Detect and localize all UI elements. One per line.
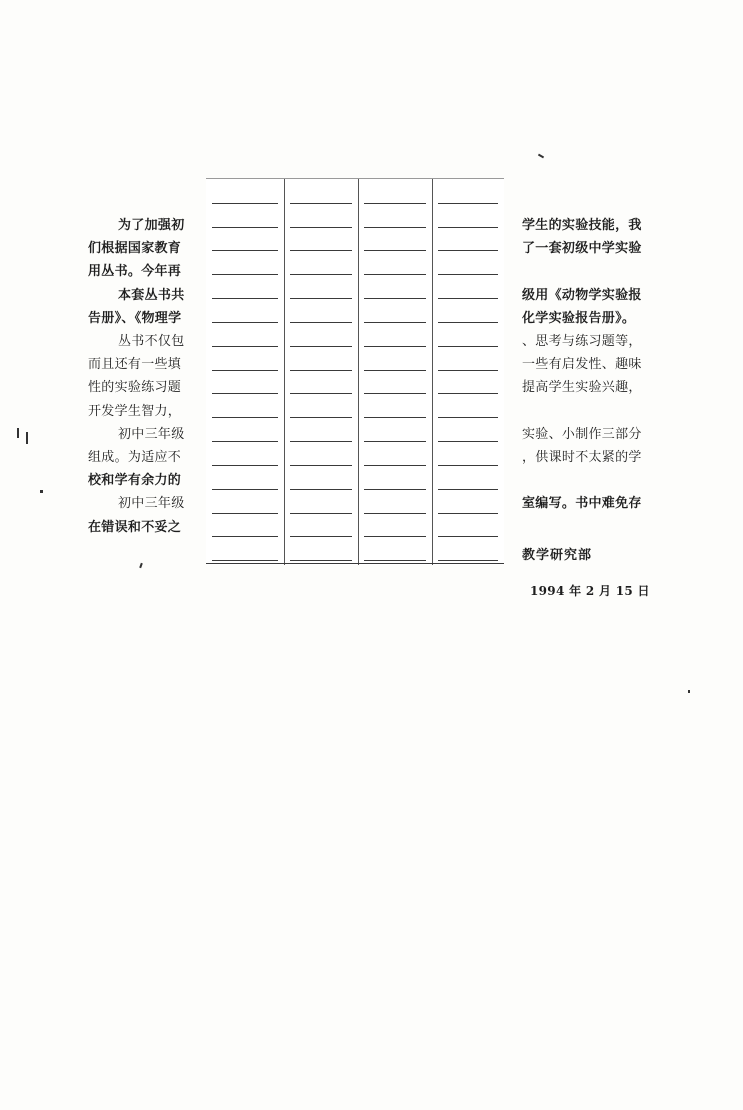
left-line-8: 性的实验练习题 [88, 380, 182, 396]
table-row-rule [438, 203, 498, 204]
table-row-rule [290, 298, 352, 299]
table-row-rule [290, 560, 352, 561]
left-line-1: 为了加强初 [118, 218, 185, 233]
table-row-rule [212, 465, 278, 466]
table-row-rule [290, 536, 352, 537]
table-row-rule [290, 393, 352, 394]
table-row-rule [212, 370, 278, 371]
left-line-10: 初中三年级 [118, 426, 185, 442]
table-row-rule [212, 227, 278, 228]
left-line-2: 们根据国家教育 [88, 241, 182, 257]
table-row-rule [212, 417, 278, 418]
table-row-rule [438, 250, 498, 251]
right-line-4: 级用《动物学实验报 [522, 287, 642, 303]
table-row-rule [438, 298, 498, 299]
left-line-11: 组成。为适应不 [88, 450, 182, 465]
table-row-rule [364, 346, 426, 347]
table-row-rule [212, 203, 278, 204]
table-row-rule [364, 536, 426, 537]
table-row-rule [438, 274, 498, 275]
table-row-rule [290, 370, 352, 371]
table-row-rule [438, 227, 498, 228]
table-row-rule [438, 417, 498, 418]
table-row-rule [364, 417, 426, 418]
table-row-rule [212, 441, 278, 442]
right-line-10: 实验、小制作三部分 [522, 426, 642, 442]
table-row-rule [364, 203, 426, 204]
table-row-rule [212, 513, 278, 514]
table-row-rule [438, 513, 498, 514]
table-row-rule [290, 227, 352, 228]
table-row-rule [438, 346, 498, 347]
left-line-13: 初中三年级 [118, 496, 185, 512]
table-row-rule [438, 465, 498, 466]
table-row-rule [438, 370, 498, 371]
table-row-rule [364, 274, 426, 275]
table-row-rule [290, 489, 352, 490]
table-row-rule [290, 346, 352, 347]
table-row-rule [212, 346, 278, 347]
scan-speck [538, 154, 544, 159]
table-row-rule [364, 322, 426, 323]
right-line-8: 提高学生实验兴趣， [522, 380, 642, 396]
table-row-rule [438, 322, 498, 323]
scan-speck [17, 428, 19, 438]
table-row-rule [290, 250, 352, 251]
scan-speck [40, 490, 43, 493]
table-row-rule [364, 513, 426, 514]
table-row-rule [290, 322, 352, 323]
scan-speck [26, 432, 28, 444]
table-row-rule [364, 370, 426, 371]
table-row-rule [212, 274, 278, 275]
table-row-rule [438, 536, 498, 537]
signature-org: 教学研究部 [522, 548, 593, 563]
right-line-1: 学生的实验技能，我 [522, 218, 642, 233]
left-line-14: 在错误和不妥之 [88, 519, 182, 535]
table-row-rule [290, 203, 352, 204]
right-line-5: 化学实验报告册》。 [522, 310, 636, 326]
left-line-4: 本套丛书共 [118, 287, 185, 303]
right-line-7: 一些有启发性、趣味 [522, 357, 642, 373]
left-line-3: 用丛书。今年再 [88, 264, 182, 280]
left-line-6: 丛书不仅包 [118, 334, 185, 349]
table-row-rule [438, 489, 498, 490]
table-row-rule [212, 489, 278, 490]
left-line-12: 校和学有余力的 [88, 473, 182, 489]
table-row-rule [212, 393, 278, 394]
table-row-rule [438, 560, 498, 561]
table-row-rule [364, 560, 426, 561]
table-row-rule [212, 560, 278, 561]
table-row-rule [290, 465, 352, 466]
table-row-rule [364, 250, 426, 251]
table-row-rule [290, 441, 352, 442]
table-row-rule [364, 441, 426, 442]
right-line-11: ，供课时不太紧的学 [522, 450, 642, 465]
table-column-rule [432, 179, 433, 565]
table-row-rule [364, 393, 426, 394]
right-line-2: 了一套初级中学实验 [522, 241, 642, 257]
table-row-rule [212, 298, 278, 299]
right-line-6: 、思考与练习题等， [522, 334, 642, 349]
table-bottom-rule [206, 563, 504, 564]
table-row-rule [212, 536, 278, 537]
table-row-rule [212, 322, 278, 323]
right-line-13: 室编写。书中难免存 [522, 496, 642, 512]
table-row-rule [290, 417, 352, 418]
table-column-rule [284, 179, 285, 565]
blank-table-overlay [206, 178, 504, 565]
table-column-rule [358, 179, 359, 565]
scan-speck [688, 690, 690, 693]
left-line-7: 而且还有一些填 [88, 357, 182, 373]
table-row-rule [438, 441, 498, 442]
table-row-rule [364, 489, 426, 490]
table-row-rule [212, 250, 278, 251]
table-row-rule [290, 274, 352, 275]
table-row-rule [290, 513, 352, 514]
scan-speck [139, 563, 143, 568]
table-row-rule [364, 227, 426, 228]
signature-date: 1994 年 2 月 15 日 [530, 584, 650, 598]
left-line-9: 开发学生智力， [88, 403, 182, 419]
table-row-rule [364, 465, 426, 466]
table-row-rule [438, 393, 498, 394]
table-row-rule [364, 298, 426, 299]
left-line-5: 告册》、《物理学 [88, 310, 182, 326]
